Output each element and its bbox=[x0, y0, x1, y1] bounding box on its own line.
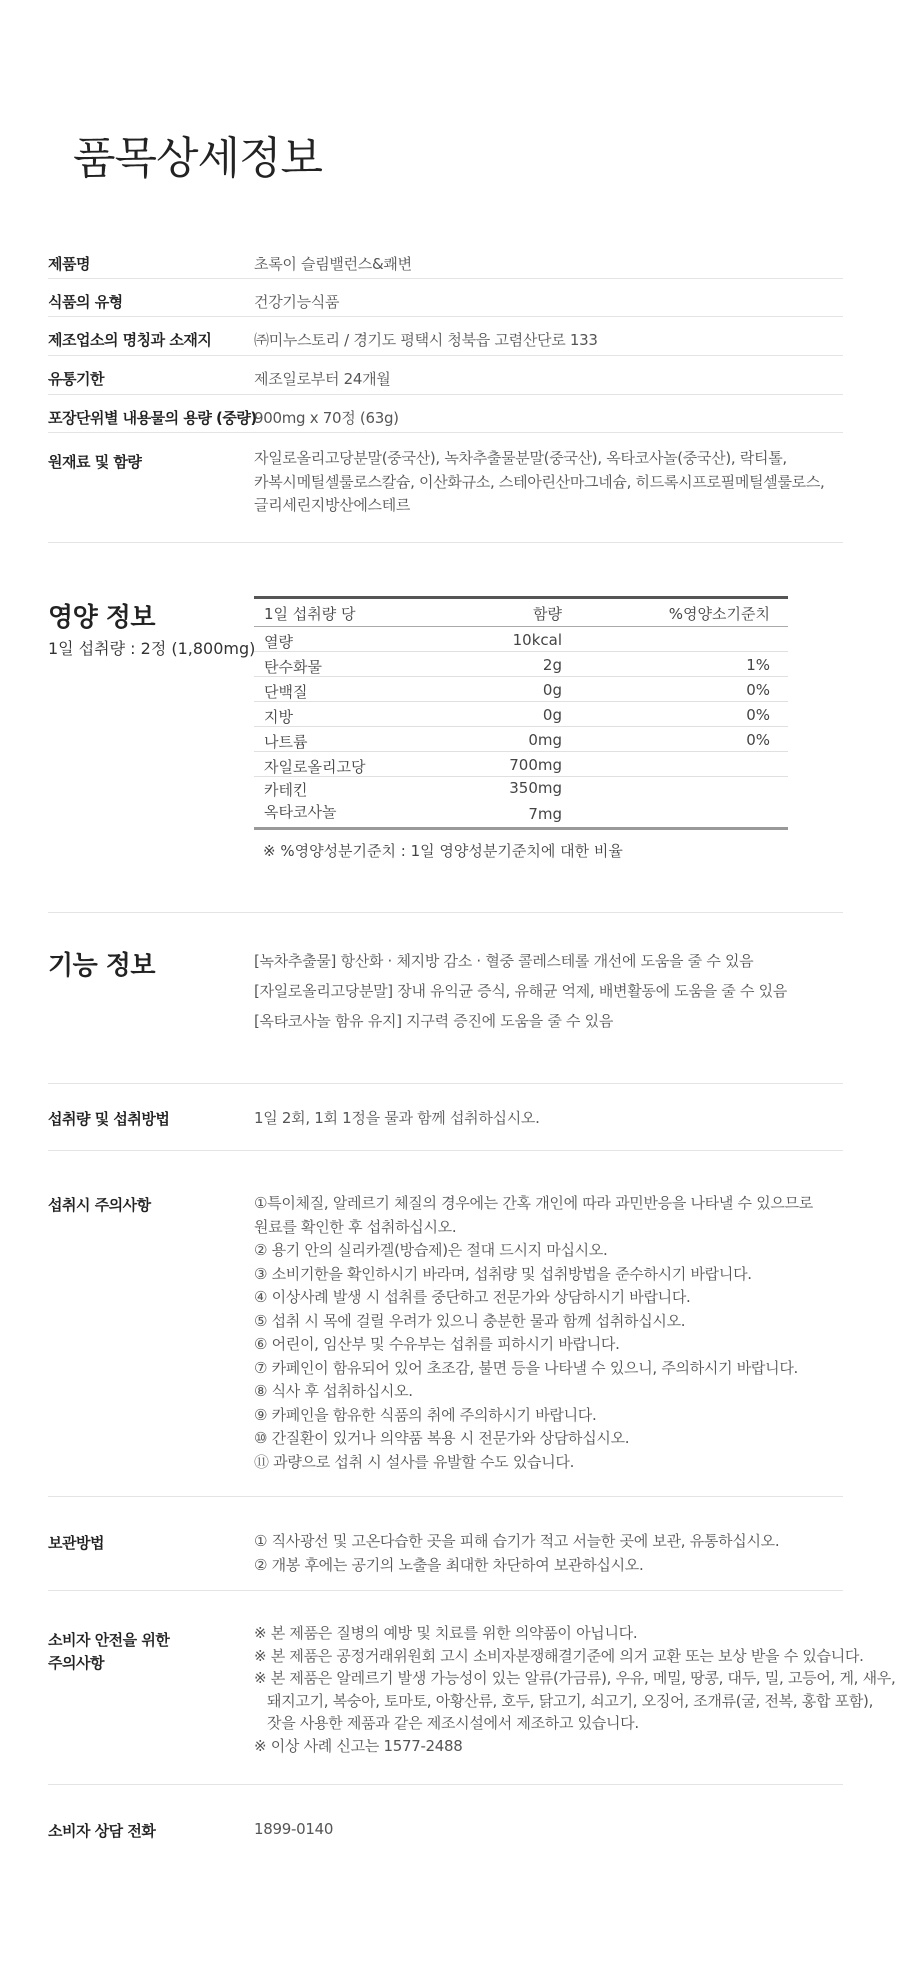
divider bbox=[48, 1083, 843, 1084]
intake-value: 1일 2회, 1회 1정을 물과 함께 섭취하십시오. bbox=[254, 1109, 540, 1127]
nutrient-amount: 0mg bbox=[528, 731, 562, 749]
manufacturer-label: 제조업소의 명칭과 소재지 bbox=[48, 331, 212, 349]
ingredients-label: 원재료 및 함량 bbox=[48, 453, 142, 471]
nutrient-name: 열량 bbox=[264, 633, 293, 651]
page-title: 품목상세정보 bbox=[73, 133, 323, 184]
nutrient-pct: 0% bbox=[746, 731, 770, 749]
divider bbox=[48, 542, 843, 543]
caution-line: ⑦ 카페인이 함유되어 있어 초조감, 불면 등을 나타낼 수 있으니, 주의하시기 바랍니다. bbox=[254, 1358, 798, 1377]
header-daily-value: %영양소기준치 bbox=[668, 605, 770, 623]
divider bbox=[48, 278, 843, 279]
caution-line: ⑧ 식사 후 섭취하십시오. bbox=[254, 1382, 413, 1400]
divider bbox=[48, 1496, 843, 1497]
product-name-label: 제품명 bbox=[48, 255, 90, 273]
storage-list bbox=[254, 1530, 779, 1577]
nutrient-name: 나트륨 bbox=[264, 733, 308, 751]
nutrient-amount: 10kcal bbox=[512, 631, 562, 649]
consumer-safety-label bbox=[48, 1629, 169, 1675]
caution-line: ⑨ 카페인을 함유한 식품의 취에 주의하시기 바랍니다. bbox=[254, 1405, 597, 1424]
caution-line: ⑤ 섭취 시 목에 걸릴 우려가 있으니 충분한 물과 함께 섭취하십시오. bbox=[254, 1311, 686, 1330]
manufacturer-value: ㈜미누스토리 / 경기도 평택시 청북읍 고렴산단로 133 bbox=[254, 331, 598, 349]
table-row bbox=[254, 702, 788, 727]
nutrition-title: 영양 정보 bbox=[48, 603, 156, 633]
function-line: [자일로올리고당분말] 장내 유익균 증식, 유해균 억제, 배변활동에 도움을 줄 수 있음 bbox=[254, 982, 787, 1000]
cautions-list bbox=[254, 1192, 813, 1474]
function-title: 기능 정보 bbox=[48, 951, 156, 981]
expiry-label: 유통기한 bbox=[48, 370, 104, 388]
consumer-safety-label-line: 주의사항 bbox=[48, 1654, 104, 1672]
nutrient-amount: 0g bbox=[542, 681, 562, 699]
cautions-label: 섭취시 주의사항 bbox=[48, 1196, 151, 1214]
caution-line: ④ 이상사례 발생 시 섭취를 중단하고 전문가와 상담하시기 바랍니다. bbox=[254, 1288, 691, 1306]
function-line: [녹차추출물] 항산화 · 체지방 감소 · 혈중 콜레스테롤 개선에 도움을 줄 수 있음 bbox=[254, 952, 754, 970]
consumer-safety-label-line: 소비자 안전을 위한 bbox=[48, 1631, 170, 1649]
nutrient-amount: 2g bbox=[542, 656, 562, 674]
nutrient-amount: 0g bbox=[542, 706, 562, 724]
divider bbox=[48, 394, 843, 395]
table-row bbox=[254, 727, 788, 752]
function-list bbox=[254, 946, 787, 1036]
nutrition-table bbox=[254, 596, 788, 830]
divider bbox=[48, 1590, 843, 1591]
nutrient-name: 단백질 bbox=[264, 683, 308, 701]
nutrient-pct: 0% bbox=[746, 681, 770, 699]
safety-line: ※ 본 제품은 알레르기 발생 가능성이 있는 알류(가금류), 우유, 메밀, 땅콩, 대두, 밀, 고등어, 게, 새우, bbox=[254, 1669, 896, 1687]
consumer-safety-list bbox=[254, 1622, 895, 1757]
nutrient-name: 지방 bbox=[264, 708, 293, 726]
nutrient-pct: 0% bbox=[746, 706, 770, 724]
nutrient-name: 탄수화물 bbox=[264, 658, 322, 676]
divider bbox=[48, 1784, 843, 1785]
nutrient-name: 옥타코사놀 bbox=[264, 803, 337, 821]
contact-label: 소비자 상담 전화 bbox=[48, 1822, 156, 1840]
table-row bbox=[254, 677, 788, 702]
food-type-value: 건강기능식품 bbox=[254, 293, 340, 311]
storage-label: 보관방법 bbox=[48, 1534, 104, 1552]
product-name-value: 초록이 슬림밸런스&쾌변 bbox=[254, 255, 412, 273]
table-row bbox=[254, 752, 788, 777]
header-per-serving: 1일 섭취량 당 bbox=[264, 605, 356, 623]
table-bottom-rule bbox=[254, 827, 788, 830]
table-row bbox=[254, 777, 788, 827]
divider bbox=[48, 912, 843, 913]
divider bbox=[48, 316, 843, 317]
nutrient-amount: 350mg bbox=[509, 779, 562, 797]
package-capacity-value: 900mg x 70정 (63g) bbox=[254, 409, 399, 427]
divider bbox=[48, 432, 843, 433]
header-amount: 함량 bbox=[533, 605, 562, 623]
caution-line: ⑪ 과량으로 섭취 시 설사를 유발할 수도 있습니다. bbox=[254, 1452, 575, 1471]
serving-size: 1일 섭취량 : 2정 (1,800mg) bbox=[48, 639, 256, 658]
safety-line: ※ 이상 사례 신고는 1577-2488 bbox=[254, 1736, 463, 1755]
safety-line: 잣을 사용한 제품과 같은 제조시설에서 제조하고 있습니다. bbox=[267, 1714, 639, 1732]
nutrient-amount: 7mg bbox=[528, 805, 562, 823]
table-row bbox=[254, 627, 788, 652]
contact-phone[interactable]: 1899-0140 bbox=[254, 1820, 334, 1838]
nutrient-name: 자일로올리고당 bbox=[264, 758, 366, 776]
caution-line: ② 용기 안의 실리카겔(방습제)은 절대 드시지 마십시오. bbox=[254, 1241, 608, 1259]
nutrient-name: 카테킨 bbox=[264, 781, 308, 799]
ingredients-line: 글리세린지방산에스테르 bbox=[254, 496, 411, 514]
intake-label: 섭취량 및 섭취방법 bbox=[48, 1110, 170, 1128]
divider bbox=[48, 355, 843, 356]
caution-line: 원료를 확인한 후 섭취하십시오. bbox=[254, 1217, 457, 1236]
caution-line: ⑥ 어린이, 임산부 및 수유부는 섭취를 피하시기 바랍니다. bbox=[254, 1335, 620, 1353]
package-capacity-label: 포장단위별 내용물의 용량 (중량) bbox=[48, 409, 257, 427]
table-row bbox=[254, 652, 788, 677]
expiry-value: 제조일로부터 24개월 bbox=[254, 370, 391, 388]
nutrient-pct: 1% bbox=[746, 656, 770, 674]
ingredients-list bbox=[254, 447, 825, 518]
nutrition-footnote: ※ %영양성분기준치 : 1일 영양성분기준치에 대한 비율 bbox=[263, 842, 623, 860]
storage-line: ① 직사광선 및 고온다습한 곳을 피해 습기가 적고 서늘한 곳에 보관, 유통하십시오. bbox=[254, 1532, 780, 1550]
nutrient-amount: 700mg bbox=[509, 756, 562, 774]
ingredients-line: 카복시메틸셀룰로스칼슘, 이산화규소, 스테아린산마그네슘, 히드록시프로필메틸셀룰로스, bbox=[254, 472, 825, 491]
caution-line: ①특이체질, 알레르기 체질의 경우에는 간혹 개인에 따라 과민반응을 나타낼 수 있으므로 bbox=[254, 1194, 813, 1212]
divider bbox=[48, 1150, 843, 1151]
table-header-row bbox=[254, 599, 788, 627]
caution-line: ⑩ 간질환이 있거나 의약품 복용 시 전문가와 상담하십시오. bbox=[254, 1429, 630, 1447]
caution-line: ③ 소비기한을 확인하시기 바라며, 섭취량 및 섭취방법을 준수하시기 바랍니다. bbox=[254, 1264, 752, 1283]
function-line: [옥타코사놀 함유 유지] 지구력 증진에 도움을 줄 수 있음 bbox=[254, 1012, 614, 1030]
safety-line: ※ 본 제품은 질병의 예방 및 치료를 위한 의약품이 아닙니다. bbox=[254, 1624, 638, 1642]
safety-line: ※ 본 제품은 공정거래위원회 고시 소비자분쟁해결기준에 의거 교환 또는 보상 받을 수 있습니다. bbox=[254, 1646, 864, 1665]
safety-line: 돼지고기, 복숭아, 토마토, 아황산류, 호두, 닭고기, 쇠고기, 오징어, 조개류(굴, 전복, 홍합 포함), bbox=[267, 1691, 874, 1710]
storage-line: ② 개봉 후에는 공기의 노출을 최대한 차단하여 보관하십시오. bbox=[254, 1555, 644, 1574]
ingredients-line: 자일로올리고당분말(중국산), 녹차추출물분말(중국산), 옥타코사놀(중국산), 락티톨, bbox=[254, 449, 787, 467]
food-type-label: 식품의 유형 bbox=[48, 293, 123, 311]
